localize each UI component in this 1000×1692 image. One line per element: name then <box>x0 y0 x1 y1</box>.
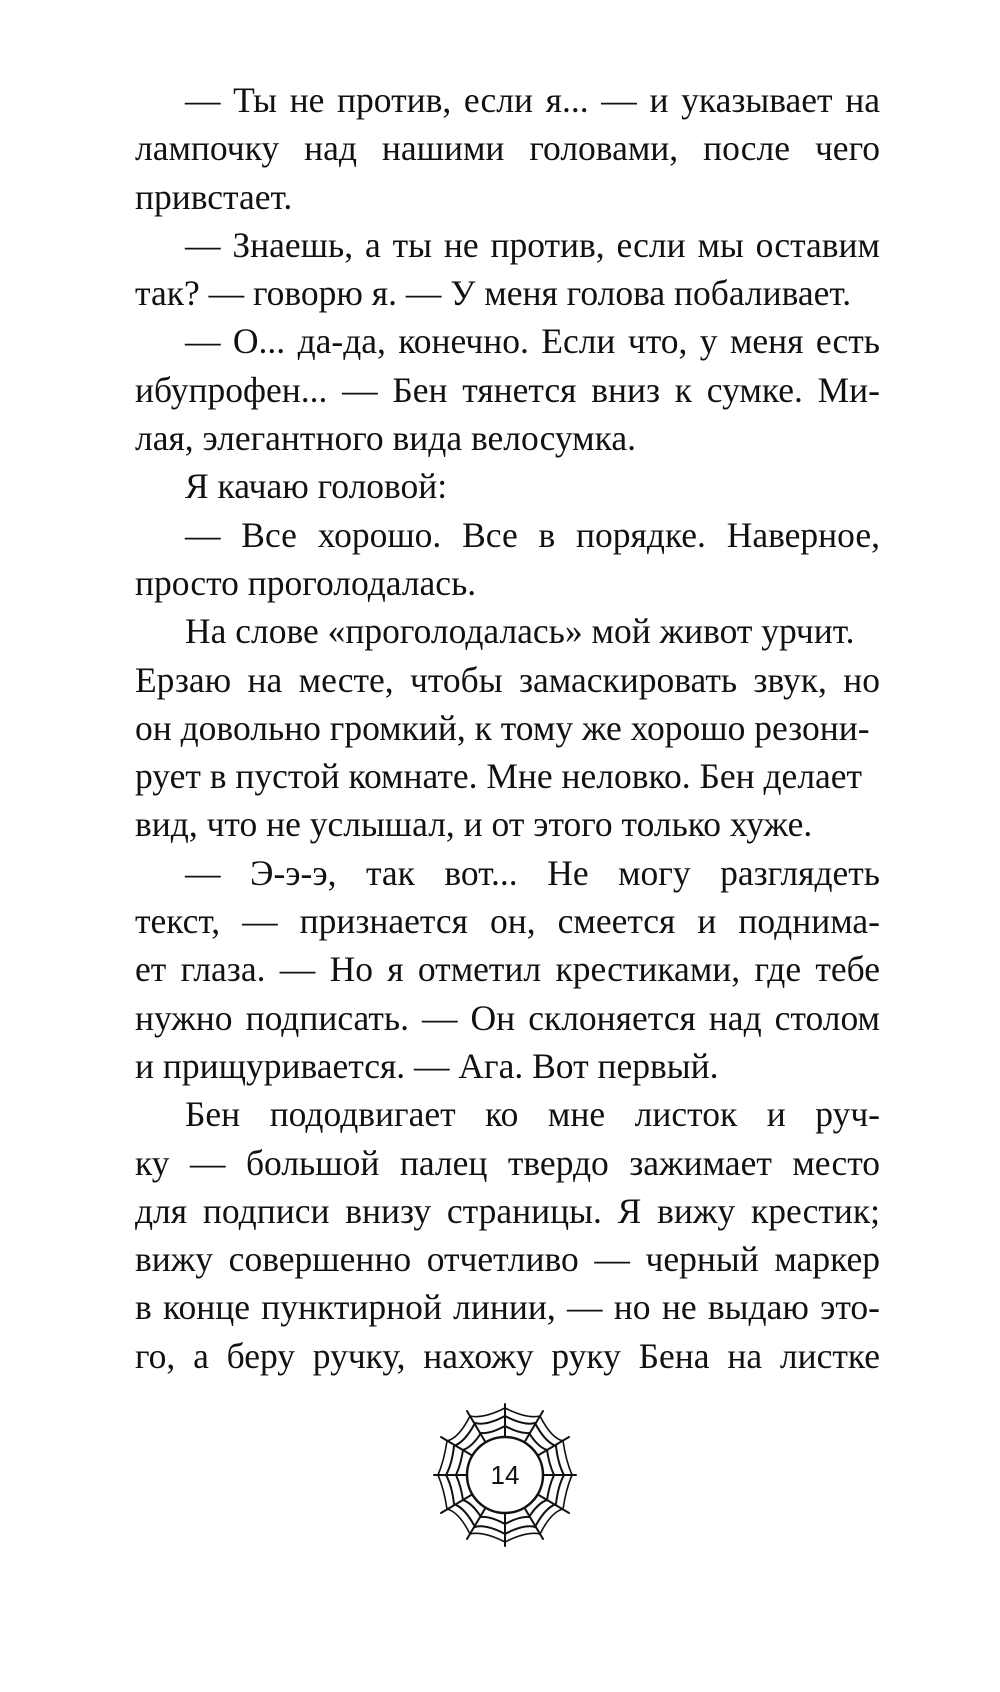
text-line: ку — большой палец твердо зажимает место <box>135 1142 880 1183</box>
text-line: Я качаю головой: <box>185 466 448 507</box>
text-line: и прищуривается. — Ага. Вот первый. <box>135 1045 719 1086</box>
text-line: вид, что не услышал, и от этого только хуже. <box>135 804 813 845</box>
text-line: привстает. <box>135 176 293 217</box>
text-line: просто проголодалась. <box>135 562 477 603</box>
text-line: — Знаешь, а ты не против, если мы оставим <box>185 224 880 265</box>
text-line: текст, — признается он, смеется и поднима- <box>135 901 880 942</box>
text-line: так? — говорю я. — У меня голова побаливает. <box>135 273 852 314</box>
text-line: — Э-э-э, так вот... Не могу разглядеть <box>185 852 880 893</box>
text-line: для подписи внизу страницы. Я вижу крестик; <box>135 1190 880 1231</box>
book-page-text <box>135 76 880 1380</box>
text-line: ибупрофен... — Бен тянется вниз к сумке. Ми- <box>135 369 880 410</box>
page-number-ornament <box>430 1400 580 1550</box>
page-number: 14 <box>490 1460 520 1490</box>
text-line: На слове «проголодалась» мой живот урчит. <box>185 611 855 652</box>
text-line: лампочку над нашими головами, после чего <box>135 128 880 169</box>
text-line: вижу совершенно отчетливо — черный маркер <box>135 1239 880 1280</box>
text-line: — О... да-да, конечно. Если что, у меня есть <box>185 321 880 362</box>
text-line: ет глаза. — Но я отметил крестиками, где тебе <box>135 949 880 990</box>
text-line: — Все хорошо. Все в порядке. Наверное, <box>185 514 880 555</box>
text-line: — Ты не против, если я... — и указывает на <box>185 80 880 120</box>
text-line: рует в пустой комнате. Мне неловко. Бен делает <box>135 756 863 797</box>
text-line: в конце пунктирной линии, — но не выдаю это- <box>135 1287 880 1328</box>
text-line: го, а беру ручку, нахожу руку Бена на листке <box>135 1335 880 1376</box>
text-line: он довольно громкий, к тому же хорошо резони- <box>135 707 870 748</box>
text-line: Ерзаю на месте, чтобы замаскировать звук, но <box>135 659 880 700</box>
text-line: нужно подписать. — Он склоняется над столом <box>135 997 880 1038</box>
text-line: лая, элегантного вида велосумка. <box>135 418 636 459</box>
text-line: Бен пододвигает ко мне листок и руч- <box>185 1094 880 1135</box>
